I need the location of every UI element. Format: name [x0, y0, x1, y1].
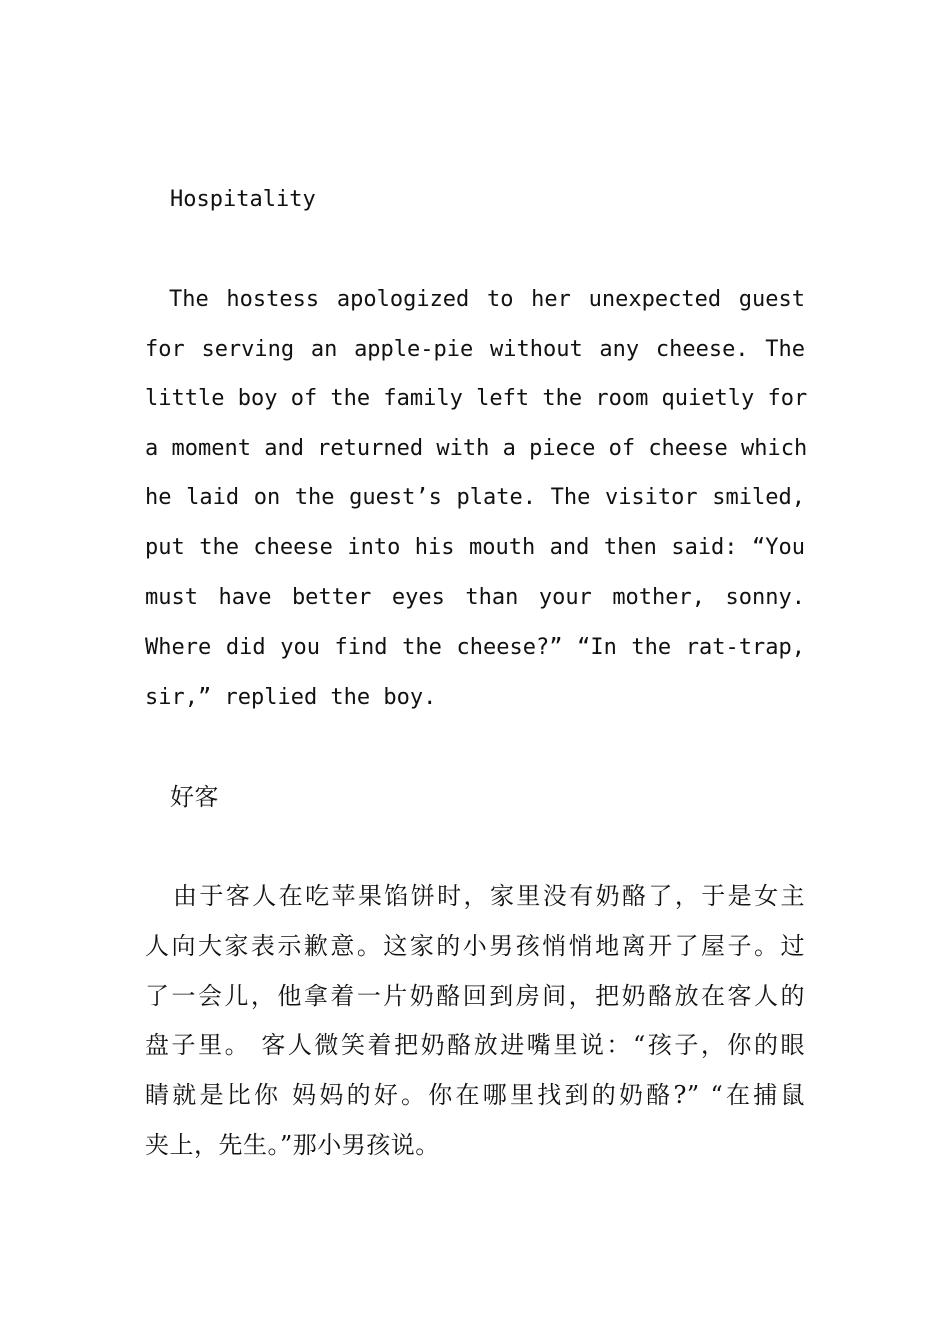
english-line-8: Where did you find the cheese?” “In the rat-trap, [145, 635, 805, 660]
english-line-5: he laid on the guest’s plate. The visitor smiled, [145, 485, 805, 510]
chinese-line-6: 夹上，先生。”那小男孩说。 [145, 1131, 440, 1159]
chinese-line-1: 由于客人在吃苹果馅饼时，家里没有奶酪了，于是女主 [173, 882, 805, 910]
english-line-2: for serving an apple-pie without any cheese. The [145, 337, 805, 362]
chinese-line-3: 了一会儿，他拿着一片奶酪回到房间，把奶酪放在客人的 [145, 982, 805, 1010]
english-line-7: must have better eyes than your mother, sonny. [145, 585, 805, 610]
english-line-1: The hostess apologized to her unexpected guest [169, 287, 805, 312]
english-line-3: little boy of the family left the room quietly for [145, 386, 808, 411]
english-title: Hospitality [170, 187, 316, 212]
english-line-4: a moment and returned with a piece of cheese which [145, 436, 808, 461]
english-line-6: put the cheese into his mouth and then said: “You [145, 535, 805, 560]
chinese-line-4: 盘子里。 客人微笑着把奶酪放进嘴里说：“孩子，你的眼 [145, 1031, 805, 1059]
chinese-title: 好客 [170, 783, 219, 811]
english-line-9: sir,” replied the boy. [145, 685, 437, 710]
chinese-line-2: 人向大家表示歉意。这家的小男孩悄悄地离开了屋子。过 [145, 932, 805, 960]
chinese-line-5: 睛就是比你 妈妈的好。你在哪里找到的奶酪?” “在捕鼠 [145, 1081, 805, 1109]
